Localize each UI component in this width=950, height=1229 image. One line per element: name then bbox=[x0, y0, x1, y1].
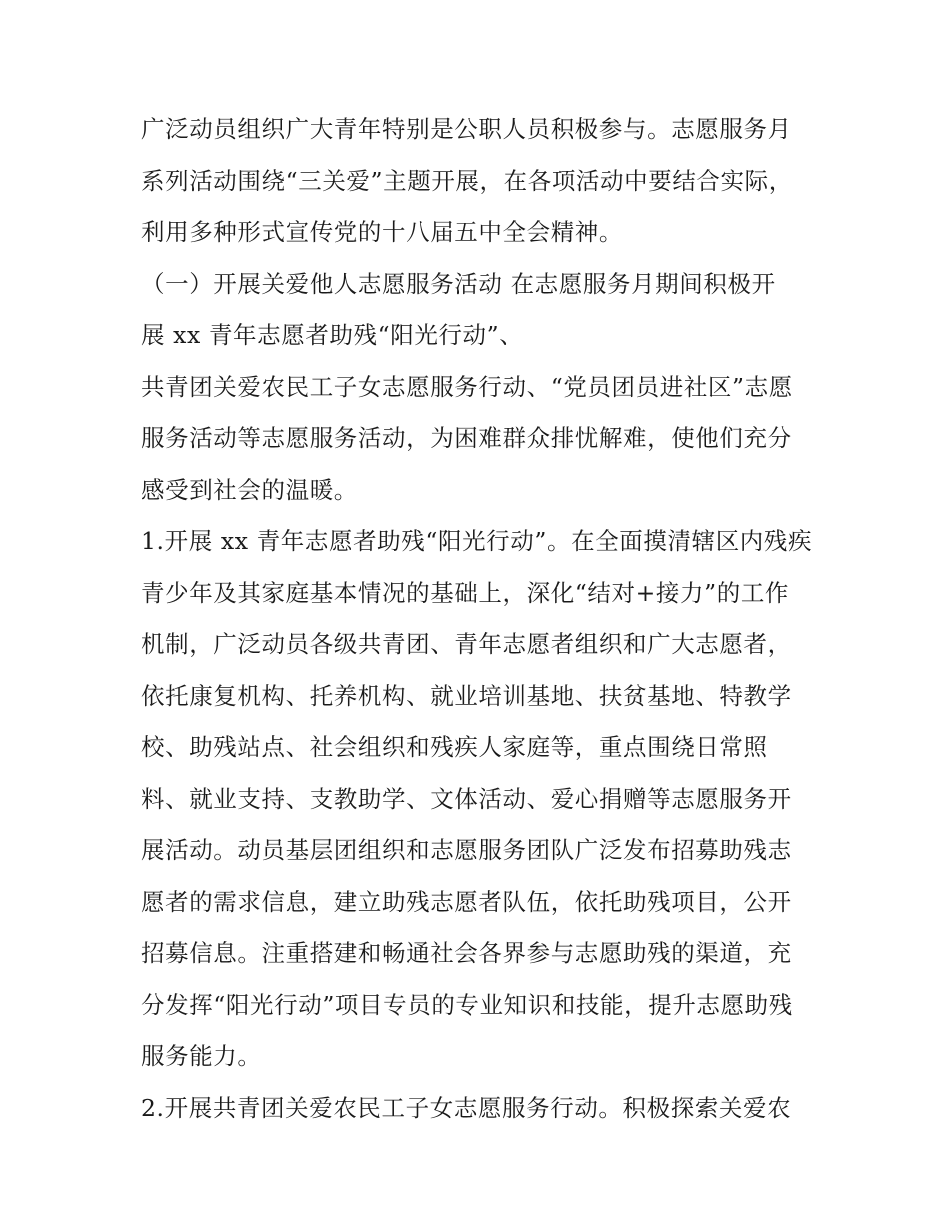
text-line: 展活动。动员基层团组织和志愿服务团队广泛发布招募助残志 bbox=[141, 836, 792, 864]
text-line: 展 xx 青年志愿者助残“阳光行动”、 bbox=[141, 321, 524, 349]
text-line: 料、就业支持、支教助学、文体活动、爱心捐赠等志愿服务开 bbox=[141, 784, 792, 813]
text-line: 感受到社会的温暖。 bbox=[141, 475, 358, 504]
text-line: 利用多种形式宣传党的十八届五中全会精神。 bbox=[141, 218, 623, 246]
text-line: 校、助残站点、社会组织和残疾人家庭等，重点围绕日常照 bbox=[141, 733, 768, 761]
document-body bbox=[141, 104, 821, 1134]
section-heading-line: （一）开展关爱他人志愿服务活动 在志愿服务月期间积极开 bbox=[141, 269, 776, 298]
list-item-heading-line: 2.开展共青团关爱农民工子女志愿服务行动。积极探索关爱农 bbox=[141, 1093, 792, 1122]
text-line: 广泛动员组织广大青年特别是公职人员积极参与。志愿服务月 bbox=[141, 115, 792, 143]
text-line: 共青团关爱农民工子女志愿服务行动、“党员团员进社区”志愿 bbox=[141, 372, 793, 401]
text-line: 服务活动等志愿服务活动，为困难群众排忧解难，使他们充分 bbox=[141, 424, 792, 452]
text-line: 服务能力。 bbox=[141, 1042, 262, 1070]
text-line: 系列活动围绕“三关爱”主题开展，在各项活动中要结合实际， bbox=[141, 166, 793, 195]
text-line: 愿者的需求信息，建立助残志愿者队伍，依托助残项目，公开 bbox=[141, 887, 792, 916]
text-line: 依托康复机构、托养机构、就业培训基地、扶贫基地、特教学 bbox=[141, 681, 792, 710]
text-line: 分发挥“阳光行动”项目专员的专业知识和技能，提升志愿助残 bbox=[141, 990, 793, 1019]
text-line: 招募信息。注重搭建和畅通社会各界参与志愿助残的渠道，充 bbox=[141, 939, 792, 967]
text-line: 青少年及其家庭基本情况的基础上，深化“结对+接力”的工作 bbox=[141, 578, 790, 607]
text-line: 机制，广泛动员各级共青团、青年志愿者组织和广大志愿者， bbox=[141, 630, 792, 658]
list-item-heading-line: 1.开展 xx 青年志愿者助残“阳光行动”。在全面摸清辖区内残疾 bbox=[141, 527, 813, 555]
